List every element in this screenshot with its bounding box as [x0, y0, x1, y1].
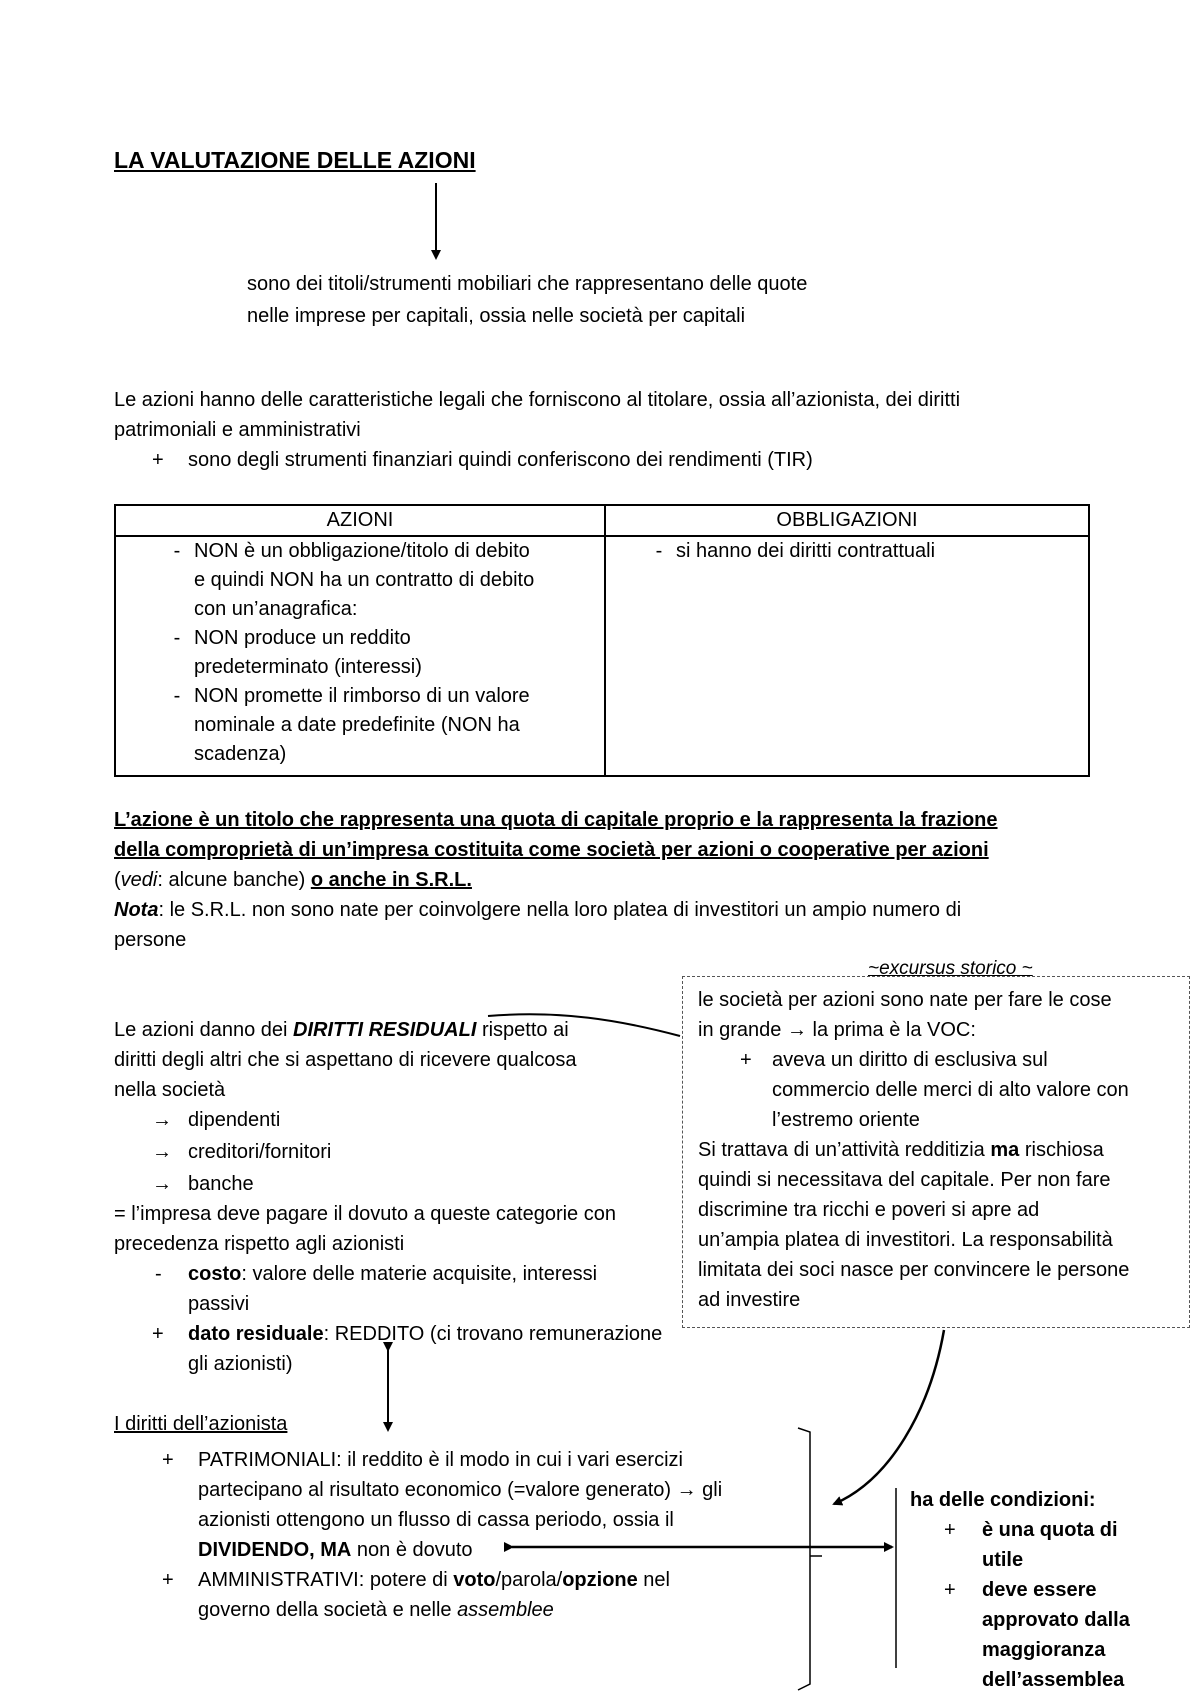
residual-line-3: nella società: [114, 1079, 226, 1101]
opzione-text: opzione: [562, 1569, 638, 1591]
residual-line-2: diritti degli altri che si aspettano di ricevere qualcosa: [114, 1049, 577, 1071]
excursus-para-3: discrimine tra ricchi e poveri si apre ad: [698, 1199, 1040, 1221]
residual-connector-line: [488, 1014, 680, 1036]
dato-line-2: gli azionisti): [188, 1353, 293, 1375]
vedi-text: vedi: [120, 869, 158, 891]
arrow-marker: →: [152, 1173, 172, 1195]
patrimoniali-label: PATRIMONIALI: [198, 1449, 337, 1471]
amministrativi-label: AMMINISTRATIVI: [198, 1569, 359, 1591]
srl-text: o anche in S.R.L.: [310, 869, 472, 891]
nota-text: : le S.R.L. non sono nate per coinvolgere nella loro platea di investitori un ampio numero di: [158, 899, 962, 921]
dash-marker: -: [173, 627, 181, 649]
legal-line-1: Le azioni hanno delle caratteristiche legali che forniscono al titolare, ossia all’azionista, dei diritti: [114, 389, 961, 411]
quota-line-1: L’azione è un titolo che rappresenta una quota di capitale proprio e la rappresenta la frazione: [114, 809, 998, 831]
azioni-text: NON produce un reddito: [194, 627, 411, 649]
amm-text: /parola/: [495, 1569, 563, 1591]
azioni-text: nominale a date predefinite (NON ha: [194, 714, 520, 736]
para-text: Si trattava di un’attività redditizia: [698, 1139, 991, 1161]
dash-marker: -: [173, 685, 181, 707]
arrow-item-creditori: creditori/fornitori: [188, 1141, 332, 1163]
patrimoniali-line-3: azionisti ottengono un flusso di cassa periodo, ossia il: [198, 1509, 674, 1531]
condizione-1-line-2: utile: [982, 1549, 1024, 1571]
dash-marker: -: [655, 540, 663, 562]
dato-label: dato residuale: [188, 1323, 324, 1345]
excursus-para-4: un’ampia platea di investitori. La responsabilità: [698, 1229, 1113, 1251]
nota-label: Nota: [114, 899, 159, 921]
voto-text: voto: [453, 1569, 496, 1591]
residual-text: Le azioni danno dei: [114, 1019, 294, 1041]
dato-text: : REDDITO (ci trovano remunerazione: [323, 1323, 663, 1345]
dato-marker: +: [152, 1323, 164, 1345]
excursus-line-1: le società per azioni sono nate per fare le cose: [698, 989, 1112, 1011]
excursus-para-6: ad investire: [698, 1289, 801, 1311]
condizione-marker: +: [944, 1519, 956, 1541]
excursus-bullet-3: l’estremo oriente: [772, 1109, 920, 1131]
costo-text: : valore delle materie acquisite, interessi: [241, 1263, 598, 1285]
condizioni-heading: ha delle condizioni:: [910, 1489, 1096, 1511]
header-obbligazioni: OBBLIGAZIONI: [605, 505, 1089, 536]
definition-line-2: nelle imprese per capitali, ossia nelle società per capitali: [247, 305, 746, 327]
excursus-bullet-2: commercio delle merci di alto valore con: [772, 1079, 1129, 1101]
legal-bullet-marker: +: [152, 449, 164, 471]
obbligazioni-text: si hanno dei diritti contrattuali: [676, 540, 936, 562]
excursus-para-5: limitata dei soci nasce per convincere le persone: [698, 1259, 1130, 1281]
condizione-1-line-1: è una quota di: [982, 1519, 1118, 1541]
banche-text: : alcune banche): [157, 869, 311, 891]
excursus-bullet-marker: +: [740, 1049, 752, 1071]
azioni-text: e quindi NON ha un contratto di debito: [194, 569, 535, 591]
arrow-marker: →: [152, 1141, 172, 1163]
dividendo-text: DIVIDENDO, MA: [198, 1539, 352, 1561]
costo-marker: -: [155, 1263, 162, 1285]
azioni-text: predeterminato (interessi): [194, 656, 422, 678]
legal-line-2: patrimoniali e amministrativi: [114, 419, 361, 441]
definition-line-1: sono dei titoli/strumenti mobiliari che rappresentano delle quote: [247, 273, 808, 295]
page-title: LA VALUTAZIONE DELLE AZIONI: [114, 147, 476, 173]
azioni-text: con un’anagrafica:: [194, 598, 358, 620]
condizione-2-line-4: dell’assemblea: [982, 1669, 1125, 1691]
nota-line-2: persone: [114, 929, 187, 951]
dash-marker: -: [173, 540, 181, 562]
quota-line-2: della comproprietà di un’impresa costituita come società per azioni o cooperative per azioni: [114, 839, 989, 861]
excursus-label: ~excursus storico ~: [868, 958, 1033, 979]
patrimoniali-marker: +: [162, 1449, 174, 1471]
residual-text: rispetto ai: [476, 1019, 569, 1041]
assemblee-text: assemblee: [457, 1599, 554, 1621]
para-text: rischiosa: [1019, 1139, 1104, 1161]
patrimoniali-line-2: partecipano al risultato economico (=valore generato) → gli: [198, 1479, 723, 1501]
amm-text: nel: [637, 1569, 670, 1591]
patrimoniali-text: : il reddito è il modo in cui i vari esercizi: [336, 1449, 683, 1471]
condizione-2-line-3: maggioranza: [982, 1639, 1106, 1661]
excursus-para-2: quindi si necessitava del capitale. Per non fare: [698, 1169, 1111, 1191]
excursus-to-bracket-arrow: [834, 1330, 944, 1504]
azioni-text: scadenza): [194, 743, 287, 765]
non-dovuto-text: non è dovuto: [351, 1539, 473, 1561]
header-azioni: AZIONI: [115, 505, 605, 536]
arrow-item-dipendenti: dipendenti: [188, 1109, 281, 1131]
ma-text: ma: [990, 1139, 1020, 1161]
azioni-text: NON promette il rimborso di un valore: [194, 685, 530, 707]
excursus-line-2: in grande → la prima è la VOC:: [698, 1019, 976, 1041]
diritti-bracket: [798, 1428, 810, 1690]
costo-label: costo: [188, 1263, 242, 1285]
amm-text: governo della società e nelle: [198, 1599, 458, 1621]
eq-line-2: precedenza rispetto agli azionisti: [114, 1233, 405, 1255]
excursus-bullet-1: aveva un diritto di esclusiva sul: [772, 1049, 1048, 1071]
arrow-marker: →: [152, 1109, 172, 1131]
amm-text: : potere di: [358, 1569, 454, 1591]
arrow-item-banche: banche: [188, 1173, 254, 1195]
eq-line-1: = l’impresa deve pagare il dovuto a queste categorie con: [114, 1203, 616, 1225]
condizione-marker: +: [944, 1579, 956, 1601]
costo-line-2: passivi: [188, 1293, 250, 1315]
paren: (: [114, 869, 121, 891]
amministrativi-marker: +: [162, 1569, 174, 1591]
residual-bold: DIRITTI RESIDUALI: [293, 1019, 477, 1041]
condizione-2-line-2: approvato dalla: [982, 1609, 1130, 1631]
diritti-heading: I diritti dell’azionista: [114, 1413, 288, 1435]
condizione-2-line-1: deve essere: [982, 1579, 1097, 1601]
legal-bullet: sono degli strumenti finanziari quindi conferiscono dei rendimenti (TIR): [188, 449, 813, 471]
azioni-text: NON è un obbligazione/titolo di debito: [194, 540, 530, 562]
